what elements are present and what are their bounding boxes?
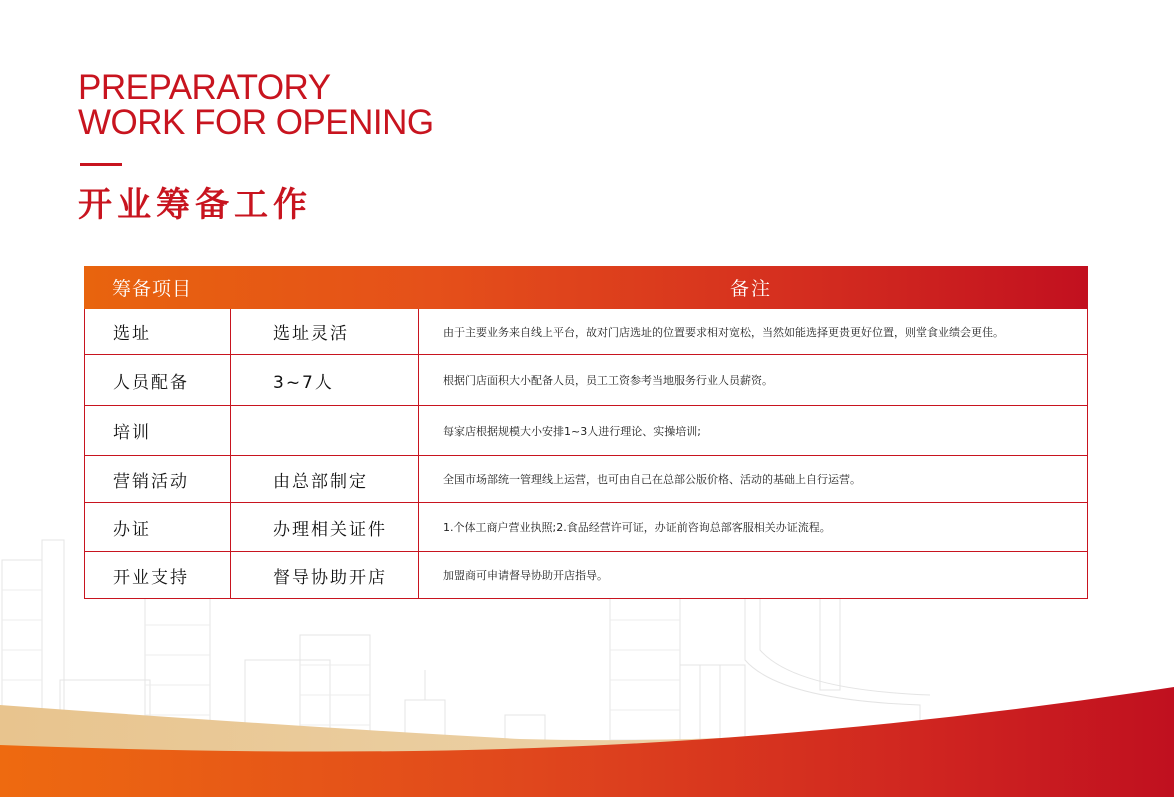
note-cell: 全国市场部统一管理线上运营，也可由自己在总部公版价格、活动的基础上自行运营。 [443,473,861,486]
english-title-line-2: WORK FOR OPENING [78,103,434,142]
english-title-line-1: PREPARATORY [78,68,331,107]
header-note: 备注 [729,278,772,300]
table-row [85,406,1087,456]
chinese-title: 开业筹备工作 [78,185,312,225]
footer-decorative-band [0,687,1174,797]
detail-cell: 选址灵活 [231,309,419,354]
note-cell: 1.个体工商户营业执照;2.食品经营许可证，办证前咨询总部客服相关办证流程。 [443,521,831,534]
item-cell: 人员配备 [85,355,231,405]
item-cell: 培训 [85,406,231,455]
detail-cell: 由总部制定 [231,456,419,502]
header-item: 筹备项目 [112,278,193,300]
detail-cell [231,406,419,455]
note-cell: 加盟商可申请督导协助开店指导。 [443,569,608,582]
table-row [85,309,1087,355]
item-cell: 开业支持 [85,552,231,598]
note-cell: 由于主要业务来自线上平台，故对门店选址的位置要求相对宽松，当然如能选择更贵更好位置，则堂食业绩会更佳。 [443,325,1004,339]
preparation-table [84,266,1088,599]
english-title [78,70,434,140]
item-cell: 营销活动 [85,456,231,502]
item-cell: 选址 [85,309,231,354]
table-row [85,552,1087,599]
detail-cell: 督导协助开店 [231,552,419,598]
table-row [85,503,1087,552]
table-row [85,456,1087,503]
table-header [84,266,1088,309]
item-cell: 办证 [85,503,231,551]
detail-cell: 办理相关证件 [231,503,419,551]
title-divider [80,163,122,166]
note-cell: 每家店根据规模大小安排1~3人进行理论、实操培训; [443,424,701,438]
table-row [85,355,1087,406]
table-body [84,309,1088,599]
detail-cell: 3~7人 [231,355,419,405]
note-cell: 根据门店面积大小配备人员，员工工资参考当地服务行业人员薪资。 [443,374,773,387]
